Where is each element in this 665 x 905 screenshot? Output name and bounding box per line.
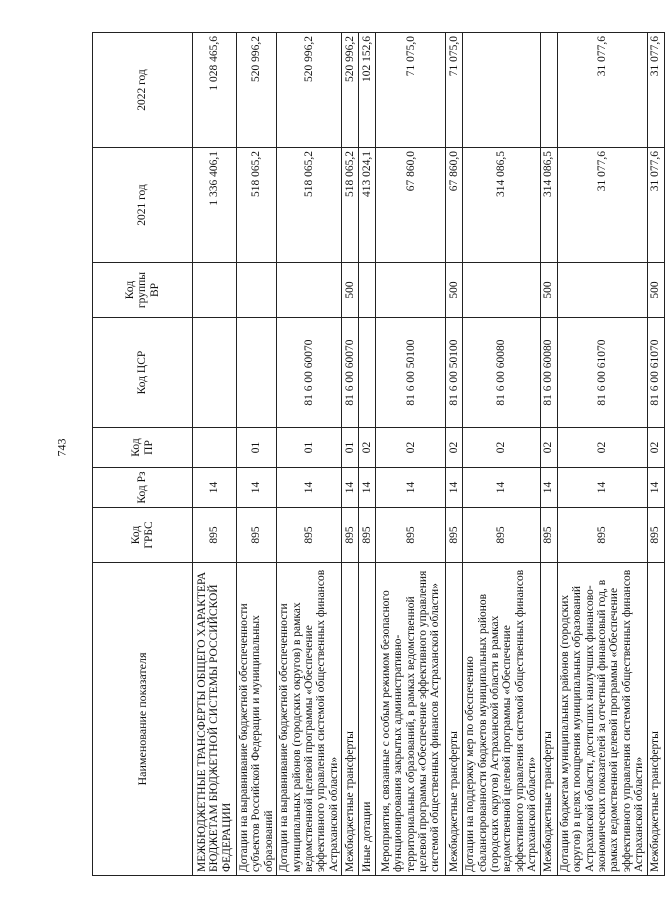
row-vr bbox=[237, 263, 277, 318]
row-vr bbox=[193, 263, 237, 318]
row-grbs: 895 bbox=[193, 508, 237, 563]
row-2021: 413 024,1 bbox=[359, 148, 376, 263]
page-number: 743 bbox=[54, 438, 69, 457]
row-name: Межбюджетные трансферты bbox=[446, 563, 463, 876]
header-vr: Код группы ВР bbox=[93, 263, 193, 318]
row-2022: 520 996,2 bbox=[277, 33, 342, 148]
row-pr: 02 bbox=[463, 428, 540, 468]
header-grbs: Код ГРБС bbox=[93, 508, 193, 563]
row-rz: 14 bbox=[359, 468, 376, 508]
table-row bbox=[237, 33, 277, 876]
row-grbs: 895 bbox=[540, 508, 557, 563]
row-vr bbox=[463, 263, 540, 318]
row-csr: 81 6 00 50100 bbox=[376, 318, 446, 428]
row-grbs: 895 bbox=[446, 508, 463, 563]
row-vr: 500 bbox=[342, 263, 359, 318]
table-row bbox=[446, 33, 463, 876]
row-name: Иные дотации bbox=[359, 563, 376, 876]
header-rz: Код Рз bbox=[93, 468, 193, 508]
row-2021: 1 336 406,1 bbox=[193, 148, 237, 263]
row-2021: 67 860,0 bbox=[376, 148, 446, 263]
row-pr: 02 bbox=[376, 428, 446, 468]
row-csr: 81 6 00 61070 bbox=[557, 318, 647, 428]
row-rz: 14 bbox=[193, 468, 237, 508]
row-2022: 31 077,6 bbox=[647, 33, 664, 148]
row-2022: 520 996,2 bbox=[237, 33, 277, 148]
budget-table bbox=[92, 32, 665, 876]
row-2022: 31 077,6 bbox=[557, 33, 647, 148]
row-csr: 81 6 00 60080 bbox=[463, 318, 540, 428]
table-row bbox=[359, 33, 376, 876]
header-name: Наименование показателя bbox=[93, 563, 193, 876]
row-rz: 14 bbox=[342, 468, 359, 508]
table-row bbox=[193, 33, 237, 876]
table-row bbox=[342, 33, 359, 876]
row-csr: 81 6 00 60070 bbox=[277, 318, 342, 428]
row-2022: 520 996,2 bbox=[342, 33, 359, 148]
row-name: Дотации на выравнивание бюджетной обеспеченности муниципальных районов (городских округов) в рамках ведомственной целевой программы «Обеспечение эффективного управления системой общественных финансов Астраханской области» bbox=[277, 563, 342, 876]
row-name: МЕЖБЮДЖЕТНЫЕ ТРАНСФЕРТЫ ОБЩЕГО ХАРАКТЕРА БЮДЖЕТАМ БЮДЖЕТНОЙ СИСТЕМЫ РОССИЙСКОЙ ФЕДЕРАЦИИ bbox=[193, 563, 237, 876]
row-rz: 14 bbox=[446, 468, 463, 508]
row-csr bbox=[193, 318, 237, 428]
row-pr: 02 bbox=[359, 428, 376, 468]
table-row bbox=[463, 33, 540, 876]
row-rz: 14 bbox=[277, 468, 342, 508]
row-csr: 81 6 00 60070 bbox=[342, 318, 359, 428]
row-rz: 14 bbox=[647, 468, 664, 508]
rotated-table-frame bbox=[92, 33, 662, 876]
table-row bbox=[540, 33, 557, 876]
row-2021: 31 077,6 bbox=[557, 148, 647, 263]
header-2022: 2022 год bbox=[93, 33, 193, 148]
row-vr: 500 bbox=[540, 263, 557, 318]
row-csr: 81 6 00 60080 bbox=[540, 318, 557, 428]
table-row bbox=[277, 33, 342, 876]
row-2022: 102 152,6 bbox=[359, 33, 376, 148]
row-2022: 71 075,0 bbox=[446, 33, 463, 148]
row-csr: 81 6 00 61070 bbox=[647, 318, 664, 428]
row-name: Дотации бюджетам муниципальных районов (городских округов) в целях поощрения муниципальных образований Астраханской области, достигших наилучших финансово-экономических показателей за отчетный финансовый год, в рамках ведомственной целевой программы «Обеспечение эффективного управления системой общественных финансов Астраханской области» bbox=[557, 563, 647, 876]
row-2021: 518 065,2 bbox=[277, 148, 342, 263]
row-grbs: 895 bbox=[342, 508, 359, 563]
table-canvas bbox=[92, 33, 662, 876]
row-vr bbox=[376, 263, 446, 318]
row-csr bbox=[359, 318, 376, 428]
row-pr: 01 bbox=[237, 428, 277, 468]
row-pr: 02 bbox=[557, 428, 647, 468]
row-grbs: 895 bbox=[277, 508, 342, 563]
row-vr bbox=[359, 263, 376, 318]
row-grbs: 895 bbox=[376, 508, 446, 563]
row-name: Дотации на поддержку мер по обеспечению сбалансированности бюджетов муниципальных районов (городских округов) Астраханской области в рамках ведомственной целевой программы «Обеспечение эффективного управления системой общественных финансов Астраханской области» bbox=[463, 563, 540, 876]
row-name: Мероприятия, связанные с особым режимом безопасного функционирования закрытых административно-территориальных образований, в рамках ведомственной целевой программы «Обеспечение эффективного управления системой общественных финансов Астраханской области» bbox=[376, 563, 446, 876]
header-csr: Код ЦСР bbox=[93, 318, 193, 428]
row-2022 bbox=[540, 33, 557, 148]
row-csr bbox=[237, 318, 277, 428]
row-pr bbox=[193, 428, 237, 468]
row-pr: 02 bbox=[446, 428, 463, 468]
row-grbs: 895 bbox=[359, 508, 376, 563]
row-name: Межбюджетные трансферты bbox=[540, 563, 557, 876]
row-pr: 01 bbox=[277, 428, 342, 468]
row-vr: 500 bbox=[446, 263, 463, 318]
header-2021: 2021 год bbox=[93, 148, 193, 263]
row-rz: 14 bbox=[376, 468, 446, 508]
row-grbs: 895 bbox=[237, 508, 277, 563]
row-2021: 314 086,5 bbox=[540, 148, 557, 263]
table-row bbox=[557, 33, 647, 876]
row-vr bbox=[557, 263, 647, 318]
row-rz: 14 bbox=[557, 468, 647, 508]
row-csr: 81 6 00 50100 bbox=[446, 318, 463, 428]
row-2022: 1 028 465,6 bbox=[193, 33, 237, 148]
row-name: Межбюджетные трансферты bbox=[342, 563, 359, 876]
row-2021: 314 086,5 bbox=[463, 148, 540, 263]
row-pr: 02 bbox=[540, 428, 557, 468]
row-pr: 02 bbox=[647, 428, 664, 468]
row-pr: 01 bbox=[342, 428, 359, 468]
row-name: Дотации на выравнивание бюджетной обеспеченности субъектов Российской Федерации и муниципальных образований bbox=[237, 563, 277, 876]
row-rz: 14 bbox=[237, 468, 277, 508]
row-2021: 518 065,2 bbox=[237, 148, 277, 263]
header-pr: Код ПР bbox=[93, 428, 193, 468]
row-rz: 14 bbox=[540, 468, 557, 508]
row-2021: 518 065,2 bbox=[342, 148, 359, 263]
row-2022: 71 075,0 bbox=[376, 33, 446, 148]
row-name: Межбюджетные трансферты bbox=[647, 563, 664, 876]
row-grbs: 895 bbox=[557, 508, 647, 563]
table-row bbox=[647, 33, 664, 876]
row-grbs: 895 bbox=[463, 508, 540, 563]
row-grbs: 895 bbox=[647, 508, 664, 563]
row-2021: 67 860,0 bbox=[446, 148, 463, 263]
header-row bbox=[93, 33, 193, 876]
table-row bbox=[376, 33, 446, 876]
row-2021: 31 077,6 bbox=[647, 148, 664, 263]
row-vr bbox=[277, 263, 342, 318]
row-rz: 14 bbox=[463, 468, 540, 508]
row-vr: 500 bbox=[647, 263, 664, 318]
row-2022 bbox=[463, 33, 540, 148]
